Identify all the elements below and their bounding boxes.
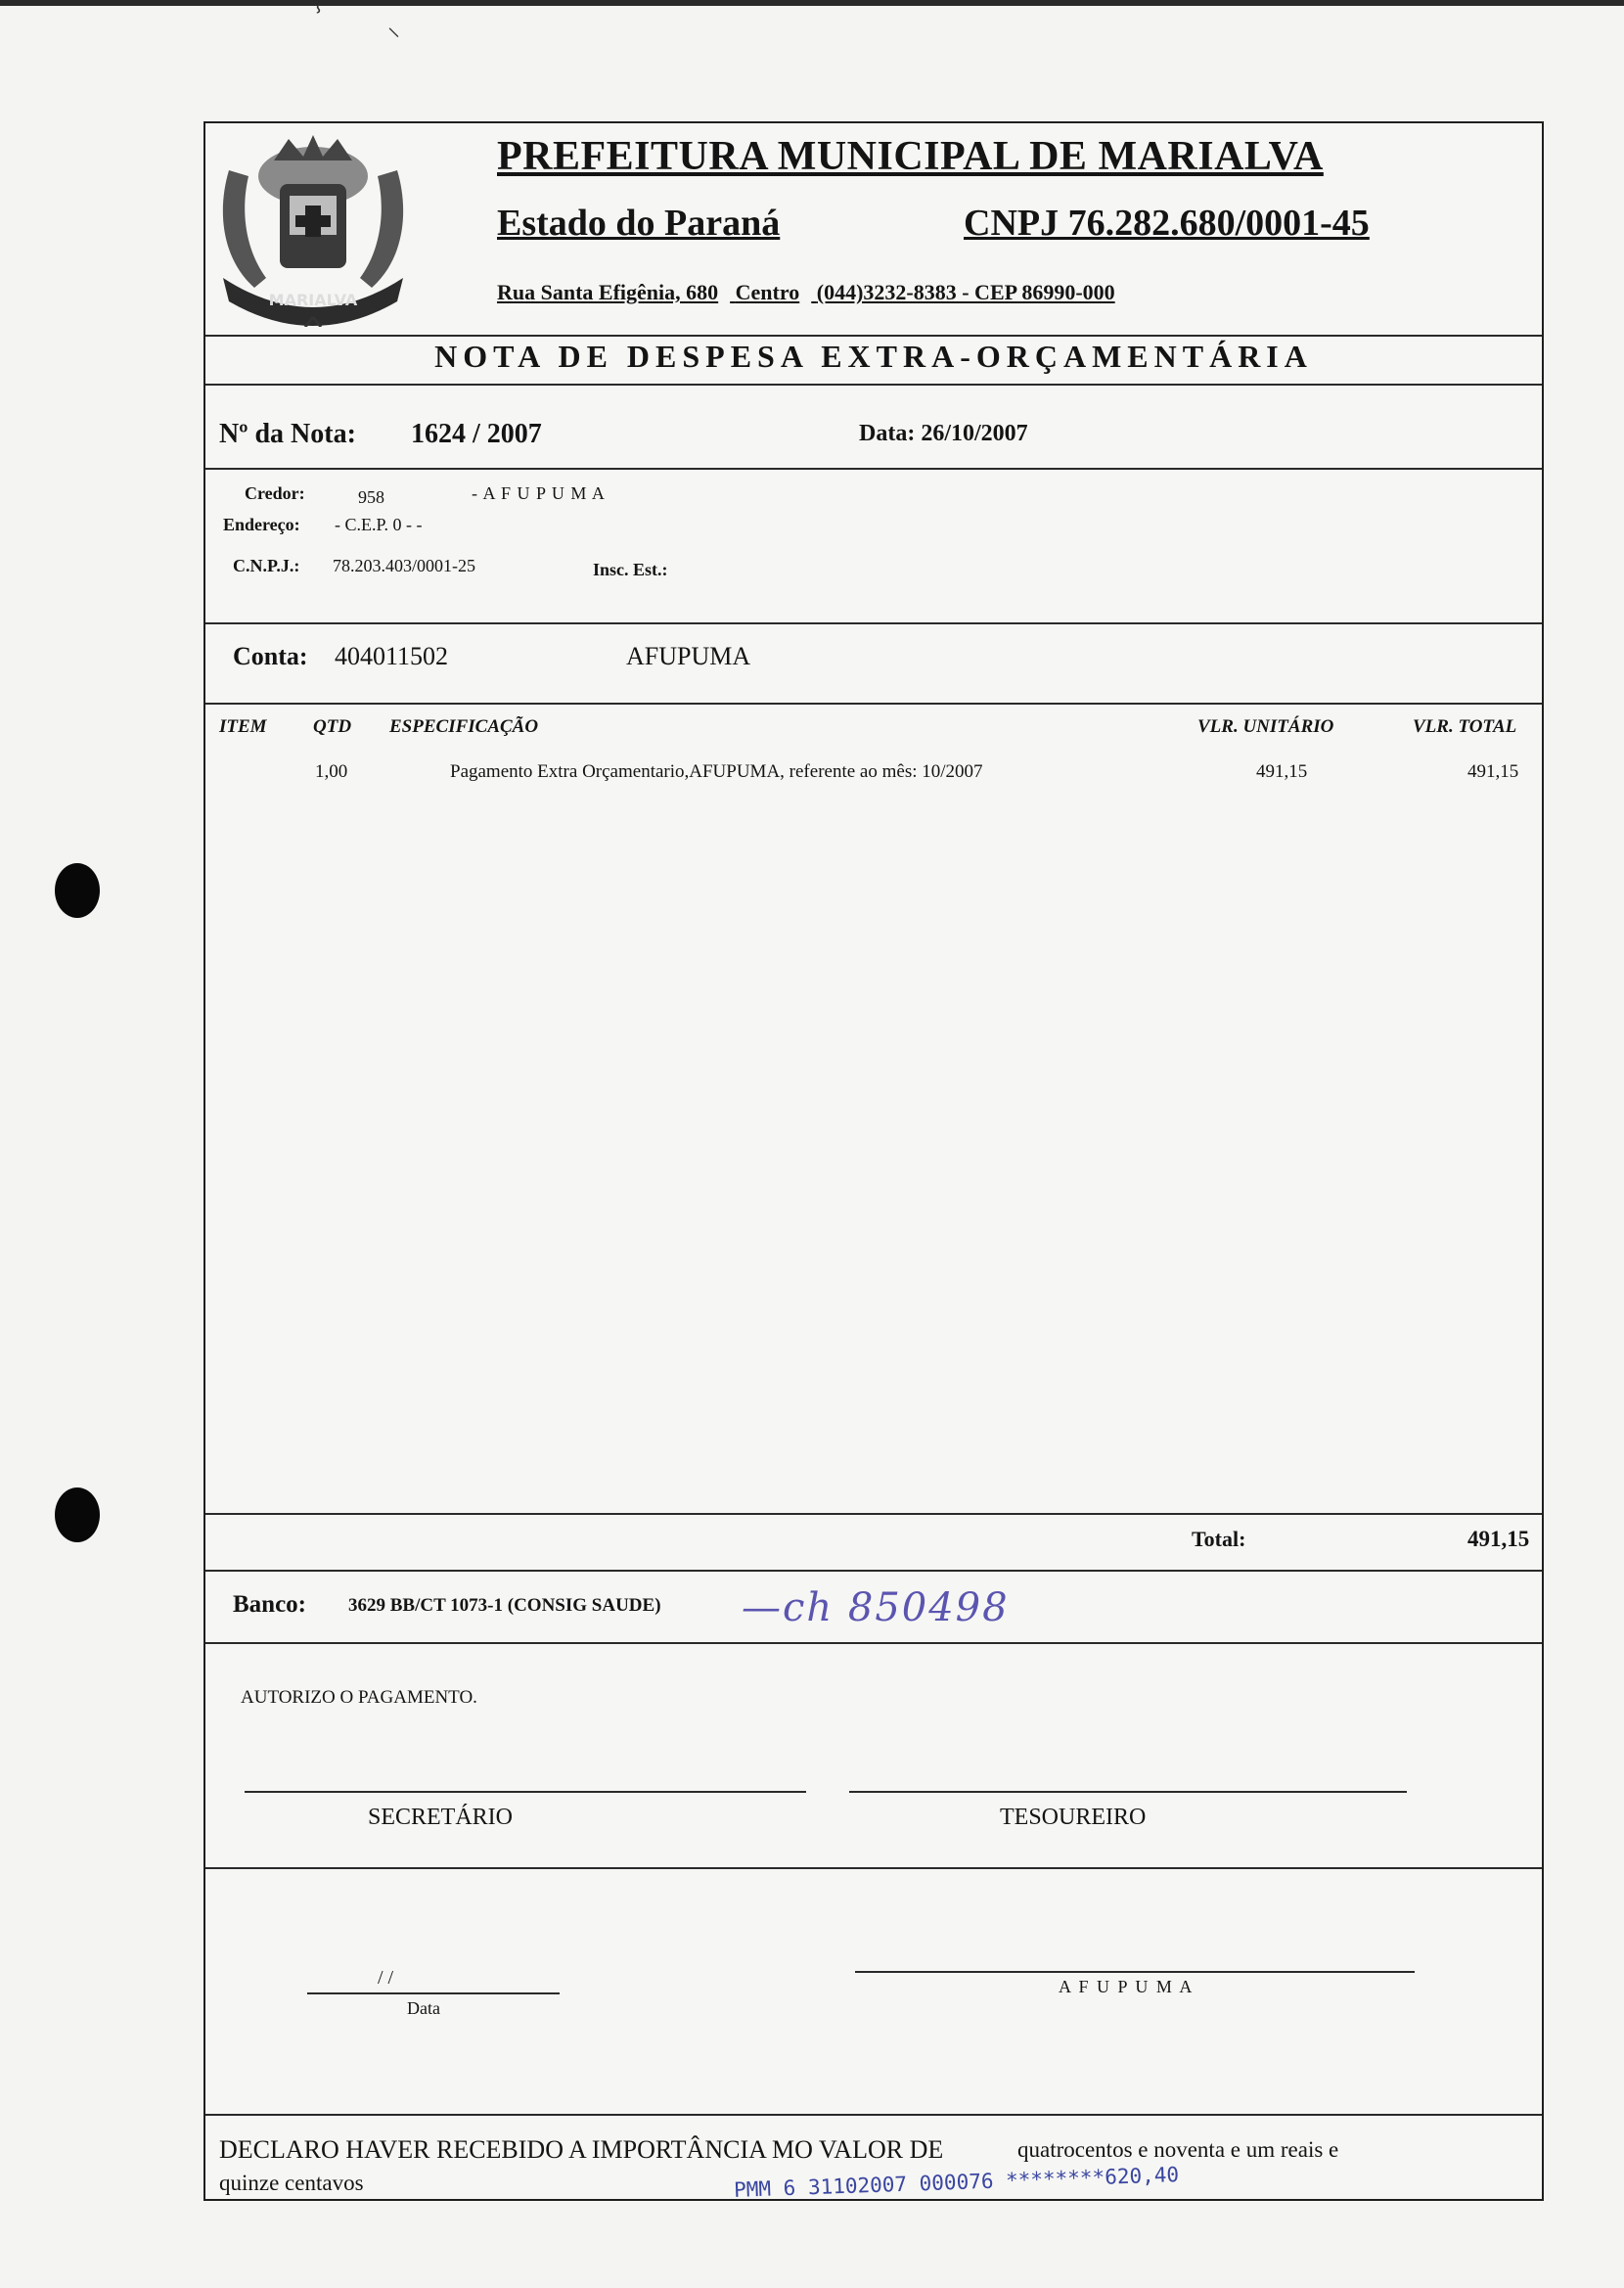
nota-date-label: Data: xyxy=(859,421,916,446)
cnpj-label: C.N.P.J.: xyxy=(233,556,300,575)
institution-title: PREFEITURA MUNICIPAL DE MARIALVA xyxy=(497,134,1324,179)
endereco-label: Endereço: xyxy=(223,515,300,534)
amount-in-words-line1: quatrocentos e noventa e um reais e xyxy=(1017,2137,1339,2162)
col-header-qtd: QTD xyxy=(313,716,352,737)
address-district: Centro xyxy=(735,280,800,304)
staple-mark-left: ⸯ xyxy=(311,7,327,35)
signature-line-receiver xyxy=(855,1971,1415,1973)
institution-address xyxy=(497,280,1127,305)
amount-in-words-line2: quinze centavos xyxy=(219,2171,364,2195)
receipt-date-label: Data xyxy=(407,1998,440,2018)
handwritten-cheque-number: —ch 850498 xyxy=(742,1585,1010,1630)
cnpj-value: 78.203.403/0001-25 xyxy=(333,556,475,575)
declaration-text: DECLARO HAVER RECEBIDO A IMPORTÂNCIA MO VALOR DE xyxy=(219,2135,944,2164)
divider xyxy=(205,1642,1542,1644)
divider xyxy=(205,1570,1542,1572)
municipal-crest-icon xyxy=(215,131,411,327)
document-frame xyxy=(203,121,1544,2201)
secretario-label: SECRETÁRIO xyxy=(368,1805,514,1830)
divider xyxy=(205,335,1542,337)
col-header-vlr-total: VLR. TOTAL xyxy=(1413,716,1517,737)
total-label: Total: xyxy=(1192,1527,1246,1551)
state-name: Estado do Paraná xyxy=(497,203,781,244)
receiver-label: A F U P U M A xyxy=(1059,1977,1195,1996)
address-phone-cep: (044)3232-8383 - CEP 86990-000 xyxy=(816,280,1115,304)
row-vlr-unitario: 491,15 xyxy=(1256,761,1308,782)
nota-date-value: 26/10/2007 xyxy=(921,421,1028,446)
credor-code: 958 xyxy=(358,487,384,507)
credor-label: Credor: xyxy=(245,483,305,503)
conta-number: 404011502 xyxy=(335,642,449,670)
banco-account: 3629 BB/CT 1073-1 (CONSIG SAUDE) xyxy=(348,1595,661,1616)
divider xyxy=(205,384,1542,386)
divider xyxy=(205,1513,1542,1515)
scan-top-edge xyxy=(0,0,1624,6)
address-street: Rua Santa Efigênia, 680 xyxy=(497,280,719,304)
signature-line-secretario xyxy=(245,1791,806,1793)
insc-est-label: Insc. Est.: xyxy=(593,560,668,579)
nota-number-value: 1624 / 2007 xyxy=(411,419,542,449)
payment-stamp: PMM 6 31102007 000076 ********620,40 xyxy=(733,2163,1180,2202)
row-vlr-total: 491,15 xyxy=(1467,761,1519,782)
col-header-especificacao: ESPECIFICAÇÃO xyxy=(389,716,539,737)
nota-date xyxy=(859,421,1028,447)
punch-hole-top xyxy=(55,863,100,918)
credor-name: - A F U P U M A xyxy=(472,483,606,503)
tesoureiro-label: TESOUREIRO xyxy=(1000,1805,1147,1830)
receipt-date-line xyxy=(307,1992,560,1994)
conta-label: Conta: xyxy=(233,642,308,670)
col-header-vlr-unitario: VLR. UNITÁRIO xyxy=(1197,716,1334,737)
crest-banner-text: MARIALVA xyxy=(268,291,358,309)
endereco-value: - C.E.P. 0 - - xyxy=(335,515,423,534)
col-header-item: ITEM xyxy=(219,716,267,737)
divider xyxy=(205,1867,1542,1869)
row-especificacao: Pagamento Extra Orçamentario,AFUPUMA, referente ao mês: 10/2007 xyxy=(450,761,983,782)
divider xyxy=(205,703,1542,705)
conta-name: AFUPUMA xyxy=(626,642,751,670)
row-qtd: 1,00 xyxy=(315,761,348,782)
institution-cnpj: CNPJ 76.282.680/0001-45 xyxy=(964,203,1370,244)
divider xyxy=(205,2114,1542,2116)
divider xyxy=(205,622,1542,624)
receipt-date-slashes: / / xyxy=(378,1967,394,1989)
authorization-text: AUTORIZO O PAGAMENTO. xyxy=(241,1687,477,1708)
document-title: NOTA DE DESPESA EXTRA-ORÇAMENTÁRIA xyxy=(434,339,1313,374)
punch-hole-bottom xyxy=(55,1487,100,1542)
signature-line-tesoureiro xyxy=(849,1791,1407,1793)
banco-label: Banco: xyxy=(233,1591,306,1618)
staple-mark-right: ⸜ xyxy=(387,13,401,41)
divider xyxy=(205,468,1542,470)
nota-number-label: Nº da Nota: xyxy=(219,419,356,449)
total-value: 491,15 xyxy=(1467,1527,1530,1551)
